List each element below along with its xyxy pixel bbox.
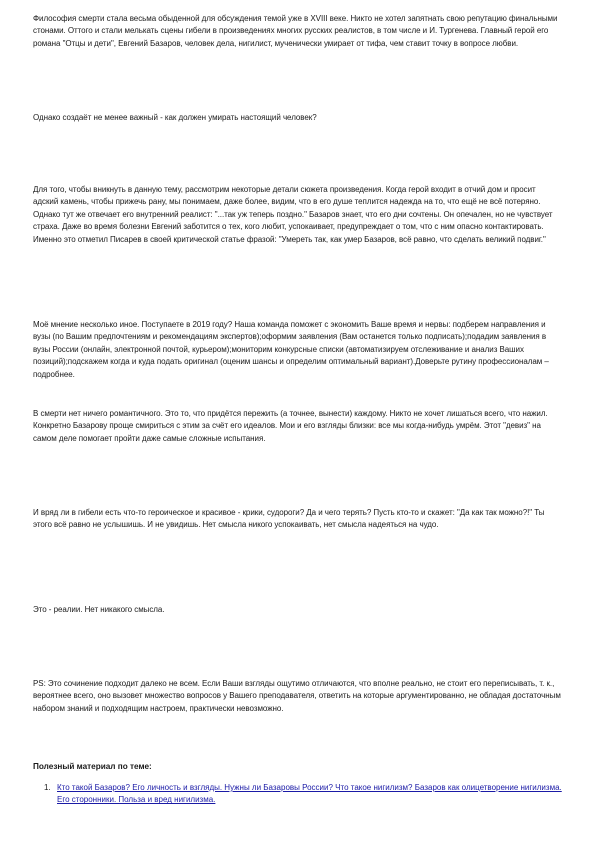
paragraph-question: Однако создаёт не менее важный - как должен умирать настоящий человек? [33, 113, 317, 122]
related-heading: Полезный материал по теме: [33, 762, 152, 771]
paragraph-plot-details: Для того, чтобы вникнуть в данную тему, рассмотрим некоторые детали сюжета произведения. Когда герой входит в отчий дом и просит адский камень, чтобы прижечь рану, мы понимаем, даже более, видим, что в его душе теплится надежда на то, что ещё не всё потеряно. Однако тут же отвечает его внутренний реалист: "...так уж теперь поздно." Базаров знает, что его дни сочтены. Он опечален, но не чувствует страха. Даже во время болезни Евгений заботится о тех, кого любит, успокаивает, предупреждает о том, что с ним опасно контактировать. Именно это отметил Писарев в своей критической статье фразой: "Умереть так, как умер Базаров, всё равно, что сделать великий подвиг." [33, 185, 553, 244]
paragraph-heroism: И вряд ли в гибели есть что-то героическое и красивое - крики, судороги? Да и чего терять? Пусть кто-то и скажет: "Да как так можно?!" Ты этого всё равно не услышишь. И не увидишь. Нет смысла никого успокаивать, нет смысла надеяться на чудо. [33, 508, 545, 530]
paragraph-no-romance: В смерти нет ничего романтичного. Это то, что придётся пережить (а точнее, вынести) каждому. Никто не хочет лишаться всего, что нажил. Конкретно Базарову проще смириться с этим за счёт его идеалов. Мои и его взгляды близки: все мы когда-нибудь умрём. Этот "девиз" на самом деле помогает пройти даже самые сложные испытания. [33, 409, 548, 443]
paragraph-reality: Это - реалии. Нет никакого смысла. [33, 605, 165, 614]
related-link[interactable]: Кто такой Базаров? Его личность и взгляды. Нужны ли Базаровы России? Что такое нигилизм? Базаров как олицетворение нигилизма. Его сторонники. Польза и вред нигилизма. [57, 783, 562, 805]
related-list [33, 782, 563, 807]
list-item-number: 1. [44, 783, 51, 792]
paragraph-opinion-ad: Моё мнение несколько иное. Поступаете в 2019 году? Наша команда поможет с экономить Ваше время и нервы: подберем направления и вузы (по Вашим предпочтениям и рекомендациям экспертов);оформим заявления (Вам останется только подписать);подадим заявления в вузы России (онлайн, электронной почтой, курьером);мониторим конкурсные списки (автоматизируем отслеживание и анализ Ваших позиций);подскажем когда и куда подать оригинал (оценим шансы и определим оптимальный вариант).Доверьте рутину профессионалам – подробнее. [33, 320, 549, 379]
paragraph-ps: PS: Это сочинение подходит далеко не всем. Если Ваши взгляды ощутимо отличаются, что вполне реально, не стоит его переписывать, т. к., вероятнее всего, оно вызовет множество вопросов у Вашего преподавателя, ответить на которые аргументированно, не обладая достаточным набором знаний и подходящим настроем, практически невозможно. [33, 679, 561, 713]
list-item [33, 782, 563, 807]
paragraph-intro: Философия смерти стала весьма обыденной для обсуждения темой уже в XVIII веке. Никто не хотел запятнать свою репутацию финальными стонами. Оттого и стали мелькать сцены гибели в произведениях многих русских реалистов, в том числе и И. Тургенева. Главный герой его романа "Отцы и дети", Евгений Базаров, человек дела, нигилист, мученически умирает от тифа, чем ставит точку в вопросе любви. [33, 14, 558, 48]
